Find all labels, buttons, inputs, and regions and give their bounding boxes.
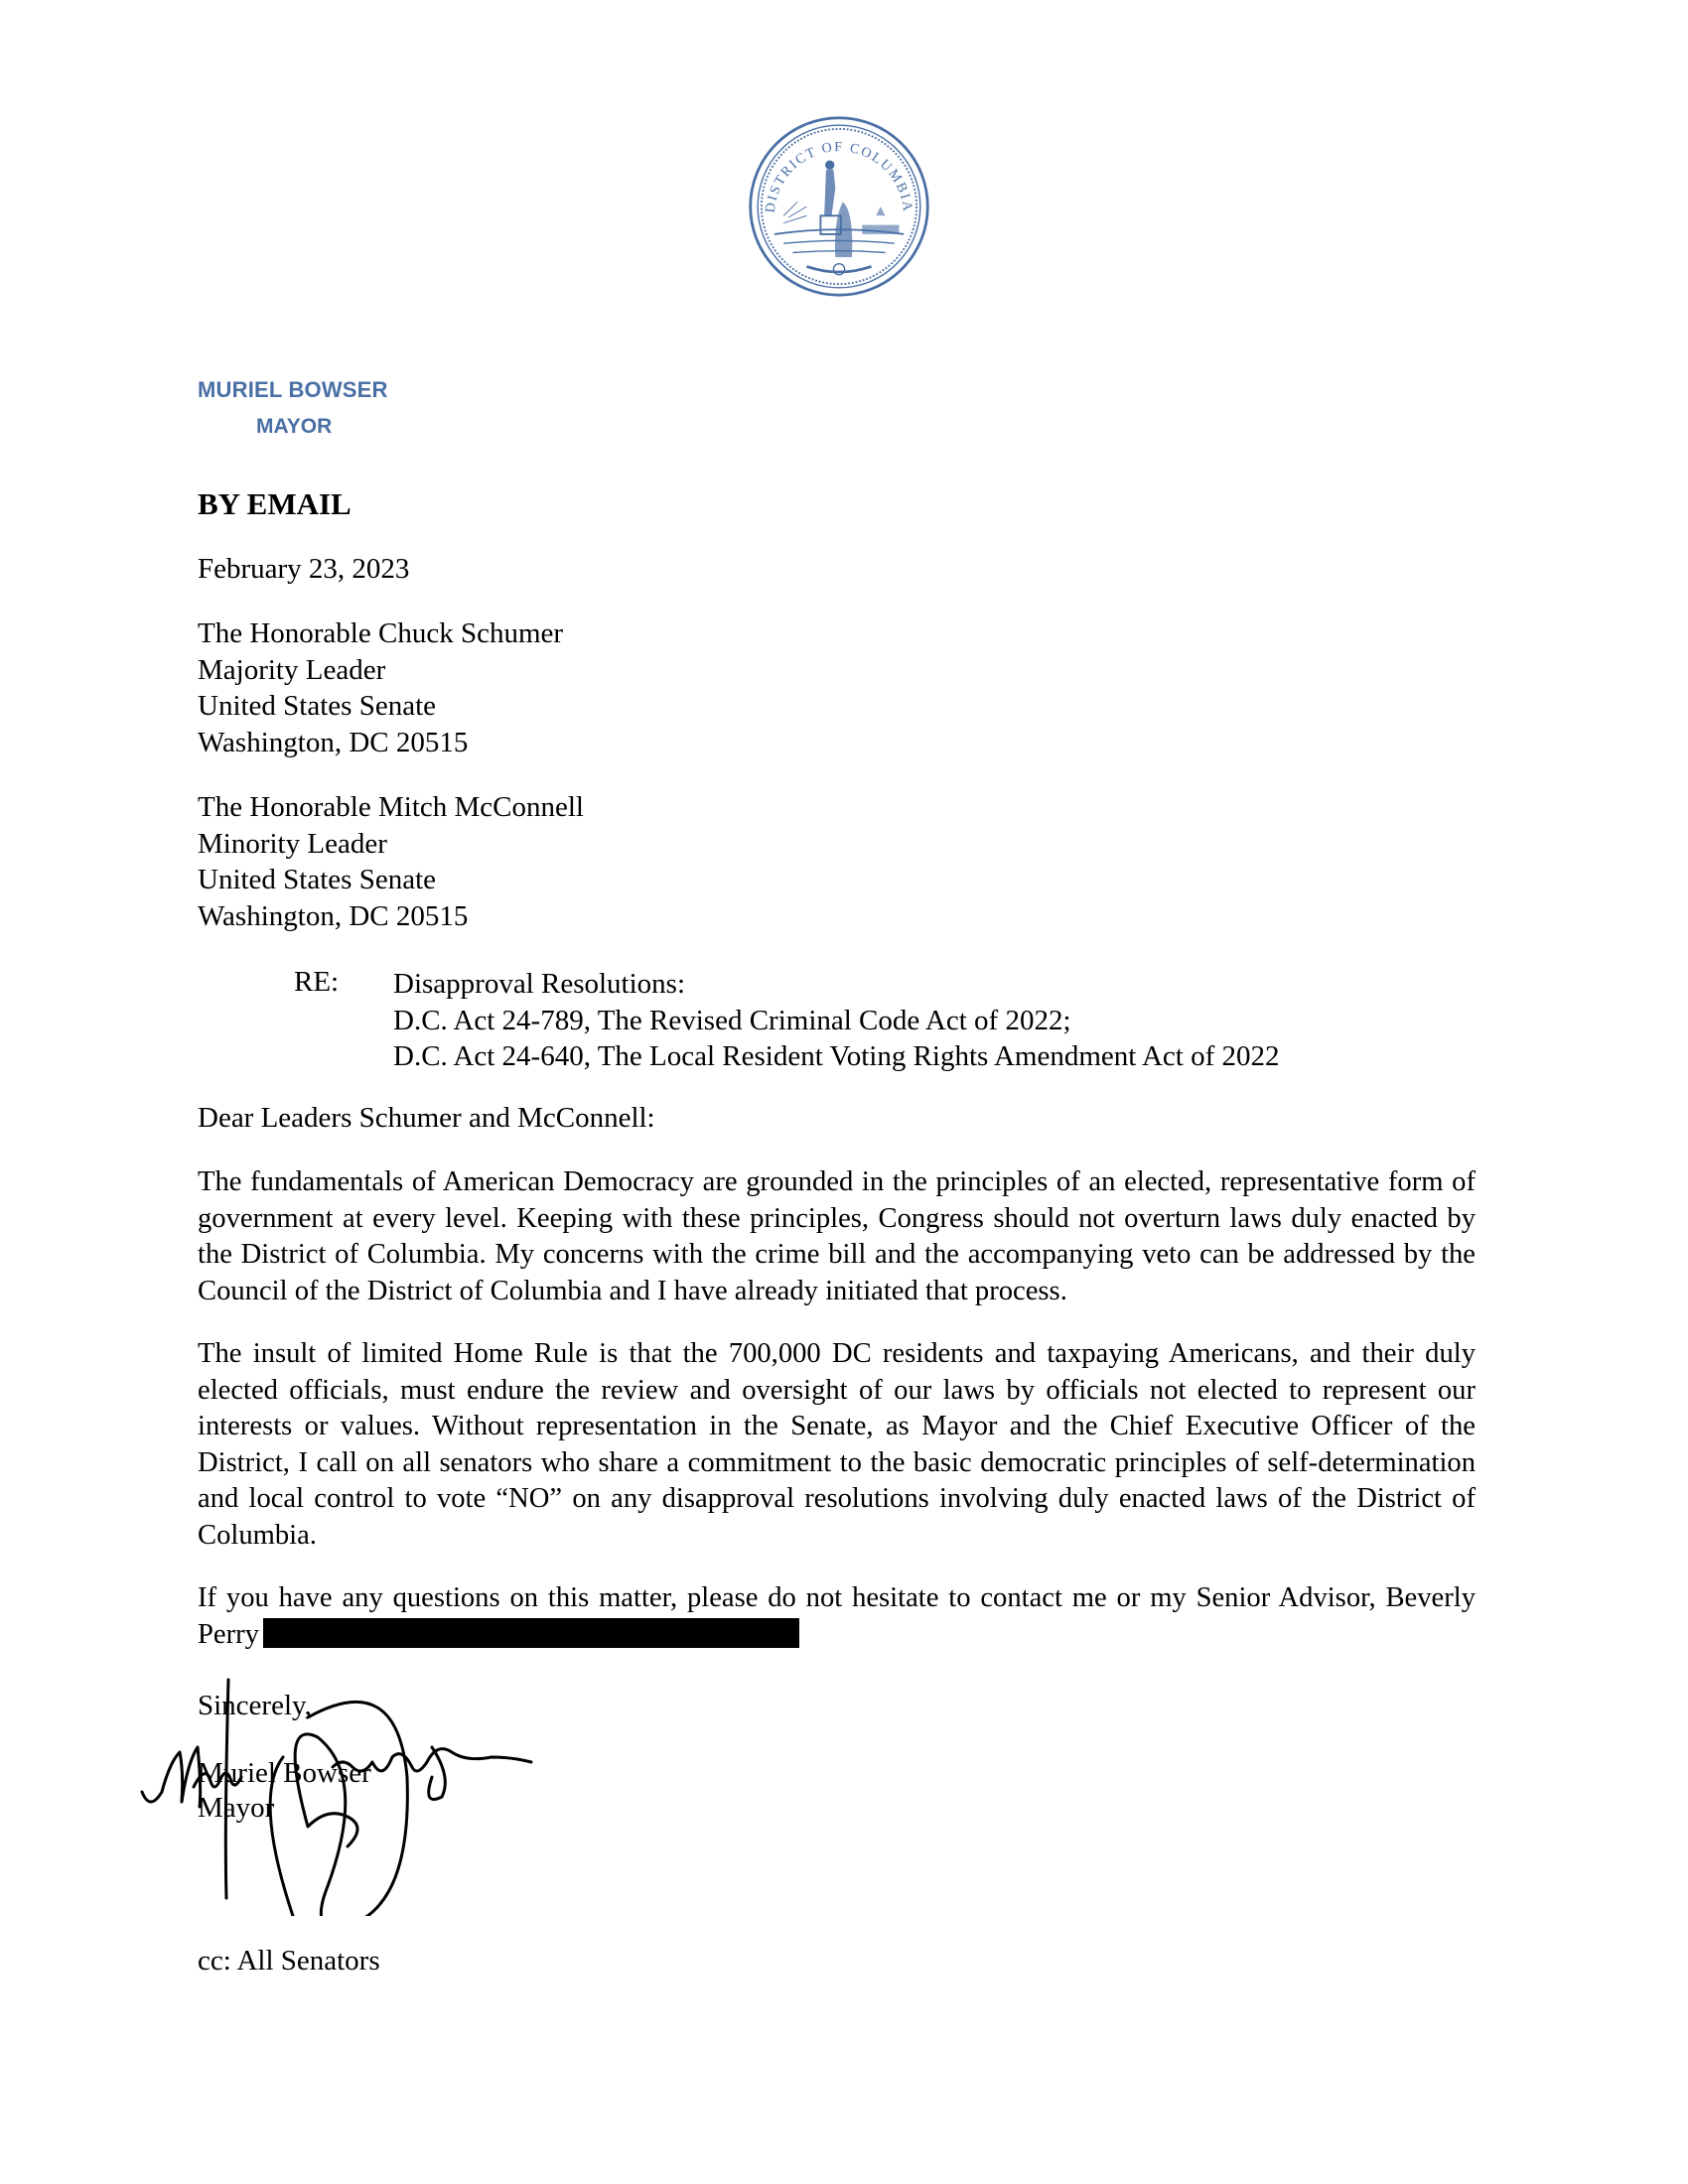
cc-line: cc: All Senators xyxy=(198,1945,380,1977)
closing: Sincerely, xyxy=(198,1690,312,1721)
recipient-address xyxy=(198,789,584,934)
salutation: Dear Leaders Schumer and McConnell: xyxy=(198,1102,655,1134)
body-paragraph: The fundamentals of American Democracy are grounded in the principles of an elected, representative form of government at every level. Keeping with these principles, Congress should not overturn laws duly enacted by the District of Columbia. My concerns with the crime bill and the accompanying veto can be addressed by the Council of the District of Columbia and I have already initiated that process. xyxy=(198,1166,1476,1306)
recipient-line: Minority Leader xyxy=(198,827,387,860)
svg-text:DISTRICT OF COLUMBIA: DISTRICT OF COLUMBIA xyxy=(763,140,915,214)
recipient-line: Majority Leader xyxy=(198,653,386,686)
letterhead-title: MAYOR xyxy=(256,415,333,438)
letterhead-name: MURIEL BOWSER xyxy=(198,377,388,402)
recipient-line: United States Senate xyxy=(198,690,437,722)
delivery-method: BY EMAIL xyxy=(198,486,352,521)
district-of-columbia-seal-icon xyxy=(747,114,931,299)
recipient-address xyxy=(198,615,563,760)
contact-text: If you have any questions on this matter, please do not hesitate to contact me or my Senior Advisor, Beverly Perry xyxy=(198,1582,1476,1650)
letter-date: February 23, 2023 xyxy=(198,553,410,585)
re-subject xyxy=(393,966,1280,1075)
recipient-line: The Honorable Mitch McConnell xyxy=(198,791,584,823)
re-line: D.C. Act 24-640, The Local Resident Voting Rights Amendment Act of 2022 xyxy=(393,1040,1280,1072)
recipient-line: Washington, DC 20515 xyxy=(198,899,469,932)
re-line: Disapproval Resolutions: xyxy=(393,968,686,1000)
re-label: RE: xyxy=(294,966,340,998)
signer-name: Muriel Bowser xyxy=(198,1757,371,1789)
signer-title: Mayor xyxy=(198,1792,275,1824)
recipient-line: The Honorable Chuck Schumer xyxy=(198,617,564,649)
body-paragraph: The insult of limited Home Rule is that the 700,000 DC residents and taxpaying Americans, and their duly elected officials, must endure the review and oversight of our laws by officials not elected to represent our interests or values. Without representation in the Senate, as Mayor and the Chief Executive Officer of the District, I call on all senators who share a commitment to the basic democratic principles of self-determination and local control to vote “NO” on any disapproval resolutions involving duly enacted laws of the District of Columbia. xyxy=(198,1338,1476,1551)
redaction-block xyxy=(263,1618,799,1648)
recipient-line: Washington, DC 20515 xyxy=(198,726,469,758)
recipient-line: United States Senate xyxy=(198,864,437,895)
re-line: D.C. Act 24-789, The Revised Criminal Code Act of 2022; xyxy=(393,1004,1071,1036)
body-paragraph-contact xyxy=(198,1580,1476,1653)
